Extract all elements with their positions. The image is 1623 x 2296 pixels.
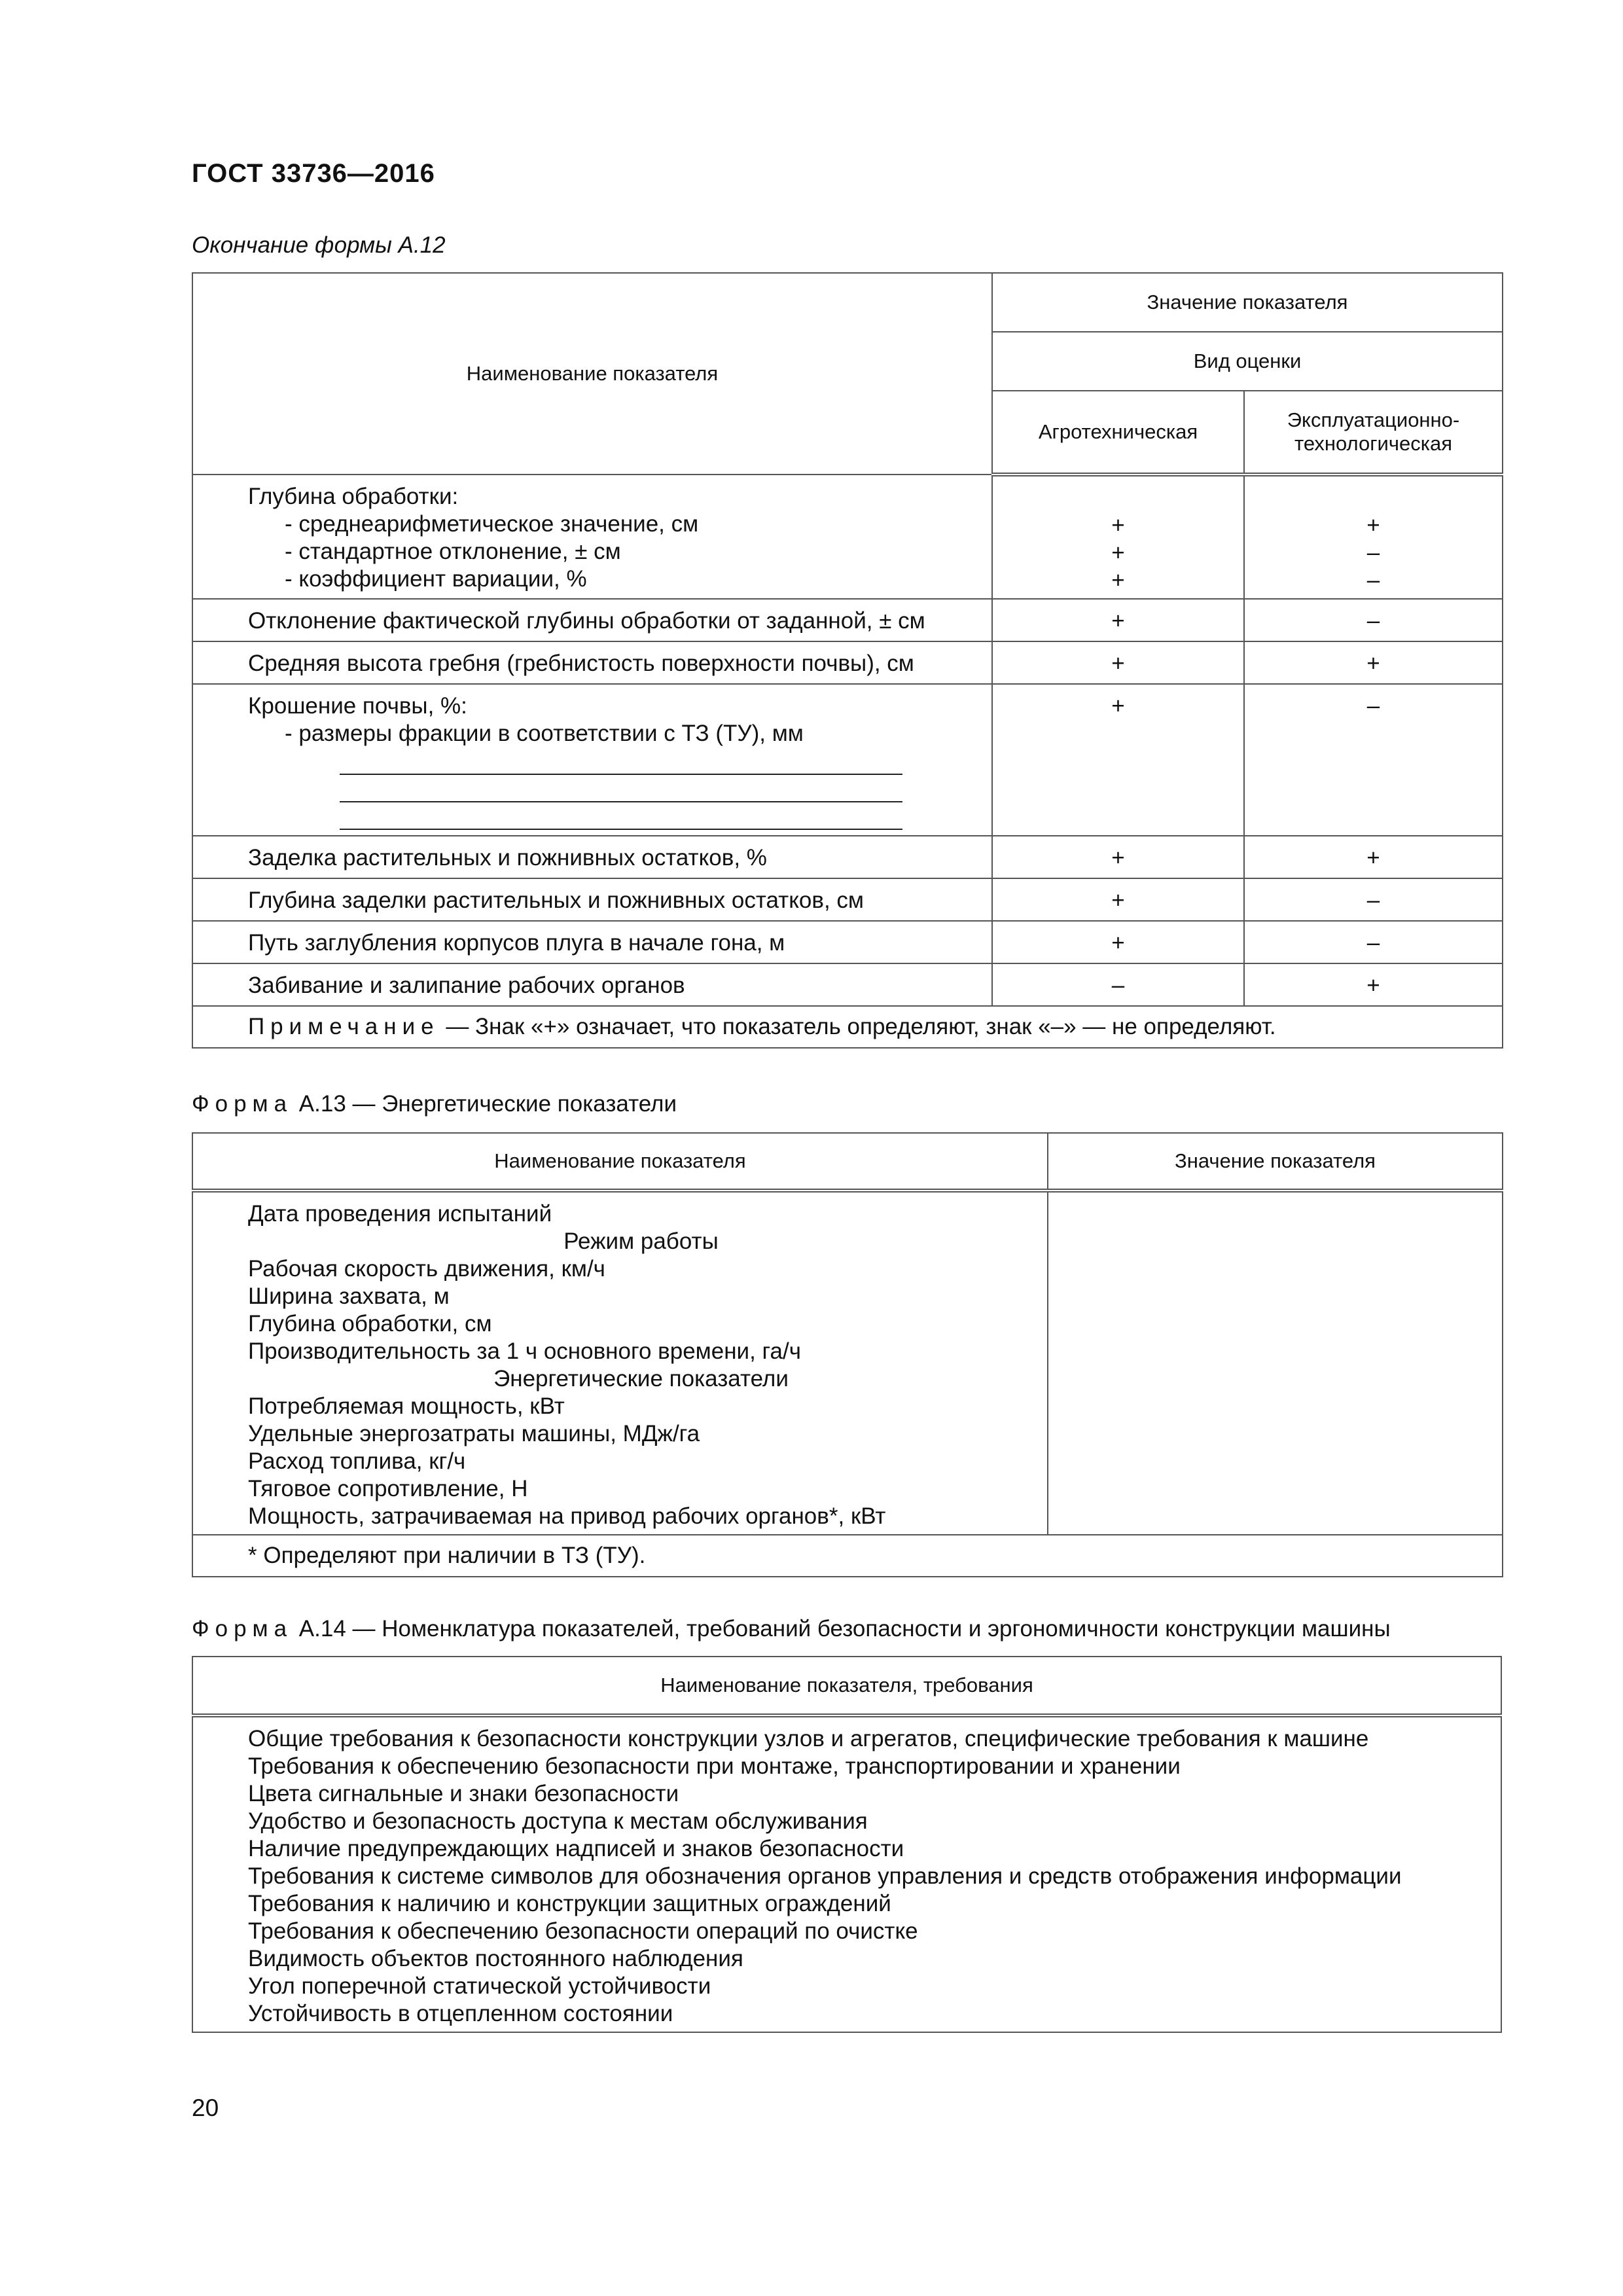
row-label: Заделка растительных и пожнивных остатков, % [192,836,992,878]
list-item: Удобство и безопасность доступа к местам обслуживания [248,1808,868,1834]
form-a14-table [192,1656,1502,2033]
row-sublabel: - среднеарифметическое значение, см [285,511,699,537]
row-label: Средняя высота гребня (гребнистость поверхности почвы), см [192,641,992,684]
agro-mark: + [992,641,1244,684]
expl-mark: – [1244,878,1503,921]
list-item: Требования к наличию и конструкции защитных ограждений [248,1891,891,1916]
list-item: Ширина захвата, м [248,1283,450,1309]
list-item: Глубина обработки, см [248,1311,492,1336]
expl-mark: – [1366,567,1380,593]
table-footnote: * Определяют при наличии в ТЗ (ТУ). [192,1535,1503,1577]
list-item: Рабочая скорость движения, км/ч [248,1256,605,1282]
page-number: 20 [192,2094,219,2121]
form-title: А.13 — Энергетические показатели [293,1091,677,1117]
agro-mark: + [992,684,1244,836]
list-item: Видимость объектов постоянного наблюдения [248,1946,743,1971]
table-row [192,475,1503,599]
row-label: Отклонение фактической глубины обработки от заданной, ± см [192,599,992,641]
list-item: Удельные энергозатраты машины, МДж/га [248,1421,700,1446]
document-header: ГОСТ 33736—2016 [192,159,435,188]
row-label: Глубина заделки растительных и пожнивных остатков, см [192,878,992,921]
form-label: Форма [192,1616,293,1641]
list-item: Тяговое сопротивление, Н [248,1476,528,1501]
list-item: Общие требования к безопасности конструкции узлов и агрегатов, специфические требования к машине [248,1726,1369,1751]
list-item: Наличие предупреждающих надписей и знаков безопасности [248,1836,904,1861]
expl-mark: – [1244,599,1503,641]
table-row [192,878,1503,921]
expl-mark: – [1244,684,1503,836]
agro-mark: + [1111,540,1125,565]
fill-in-line [340,775,902,802]
note-text: — Знак «+» означает, что показатель определяют, знак «–» — не определяют. [439,1014,1276,1039]
list-item: Мощность, затрачиваемая на привод рабочих органов*, кВт [248,1503,886,1529]
list-item: Потребляемая мощность, кВт [248,1393,565,1419]
table-row [192,836,1503,878]
form-a14-caption [192,1616,1391,1642]
table-row [192,1715,1501,2032]
col-header-value: Значение показателя [1048,1133,1503,1191]
agro-mark: + [992,599,1244,641]
col-header-expl-line1: Эксплуатационно- [1287,408,1460,431]
expl-mark: + [1366,512,1380,538]
table-note-row [192,1006,1503,1048]
col-header-name: Наименование показателя, требования [192,1657,1501,1715]
list-item: Дата проведения испытаний [248,1201,552,1227]
form-a13-caption [192,1091,677,1117]
row-sublabel: - коэффициент вариации, % [285,566,587,592]
table-row [192,684,1503,836]
expl-mark: + [1244,836,1503,878]
table-row [192,1191,1503,1535]
row-label: Глубина обработки: [248,484,459,509]
col-header-expl [1244,391,1503,475]
table-row [192,963,1503,1006]
form-a13-table [192,1132,1503,1577]
agro-mark: – [992,963,1244,1006]
agro-mark: + [992,836,1244,878]
col-header-agro: Агротехническая [992,391,1244,475]
col-header-name: Наименование показателя [192,1133,1048,1191]
expl-mark: + [1244,641,1503,684]
list-item: Производительность за 1 ч основного времени, га/ч [248,1338,801,1364]
list-item: Устойчивость в отцепленном состоянии [248,2001,673,2026]
form-label: Форма [192,1091,293,1117]
fill-in-line [340,802,902,830]
expl-mark: + [1244,963,1503,1006]
form-title: А.14 — Номенклатура показателей, требований безопасности и эргономичности конструкции машины [293,1616,1391,1641]
section-heading: Режим работы [563,1229,719,1254]
col-header-assessment: Вид оценки [992,332,1503,391]
agro-mark: + [992,921,1244,963]
table-footnote-row [192,1535,1503,1577]
row-label: Забивание и залипание рабочих органов [192,963,992,1006]
fill-in-line [340,747,902,775]
agro-mark: + [992,878,1244,921]
row-sublabel: - стандартное отклонение, ± см [285,539,621,564]
list-item: Цвета сигнальные и знаки безопасности [248,1781,679,1806]
list-item: Требования к обеспечению безопасности при монтаже, транспортировании и хранении [248,1753,1181,1779]
value-cell [1048,1191,1503,1535]
row-sublabel: - размеры фракции в соответствии с ТЗ (ТУ), мм [285,721,804,746]
col-header-expl-line2: технологическая [1294,432,1453,455]
expl-mark: – [1244,921,1503,963]
expl-mark: – [1366,540,1380,565]
table-note [192,1006,1503,1048]
col-header-value: Значение показателя [992,273,1503,332]
row-label: Путь заглубления корпусов плуга в начале гона, м [192,921,992,963]
list-item: Требования к системе символов для обозначения органов управления и средств отображения информации [248,1863,1402,1889]
col-header-name: Наименование показателя [192,273,992,475]
table-row [192,599,1503,641]
table-row [192,641,1503,684]
table-row [192,921,1503,963]
agro-mark: + [1111,567,1125,593]
agro-mark: + [1111,512,1125,538]
list-item: Расход топлива, кг/ч [248,1448,466,1474]
form-a12-caption: Окончание формы А.12 [192,232,446,258]
indicator-list [192,1191,1048,1535]
note-label: Примечание [248,1014,440,1039]
section-heading: Энергетические показатели [493,1366,789,1391]
form-a12-table [192,272,1503,1049]
list-item: Требования к обеспечению безопасности операций по очистке [248,1918,918,1944]
row-label: Крошение почвы, %: [248,693,467,719]
list-item: Угол поперечной статической устойчивости [248,1973,711,1999]
requirements-list [192,1715,1501,2032]
